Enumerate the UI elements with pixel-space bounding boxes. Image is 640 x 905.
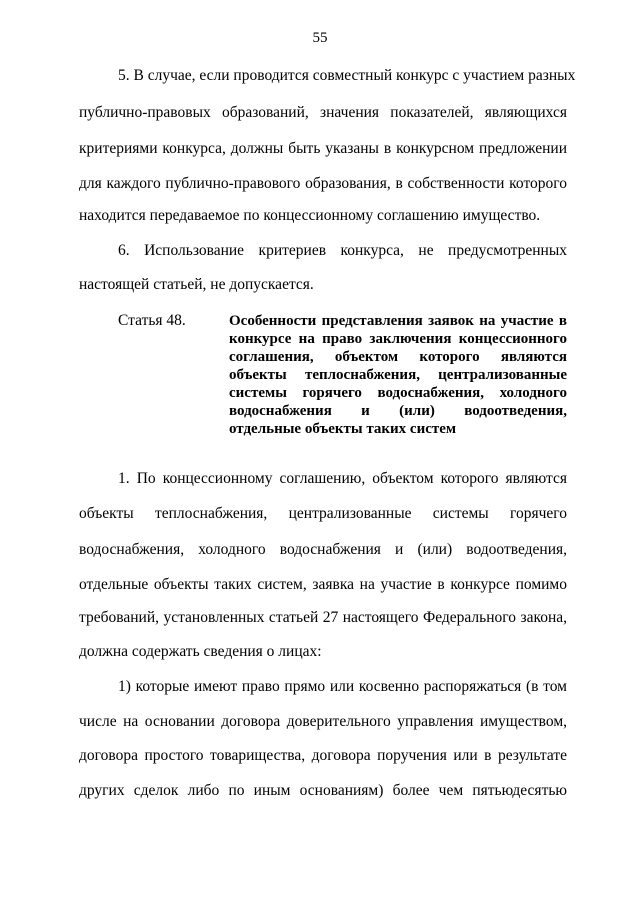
article-heading-line-4: объекты теплоснабжения, централизованные [229, 367, 567, 383]
article-heading-line-5: системы горячего водоснабжения, холодного [229, 385, 567, 401]
item1-line-4: других сделок либо по иным основаниям) более чем пятьюдесятью [79, 782, 567, 799]
article-label: Статья 48. [118, 312, 186, 329]
item1-line-3: договора простого товарищества, договора поручения или в результате [79, 747, 567, 764]
page-number: 55 [312, 30, 328, 46]
para1-line-6: должна содержать сведения о лицах: [79, 643, 322, 660]
article-heading-line-2: конкурсе на право заключения концессионного [229, 331, 567, 347]
item1-line-2: числе на основании договора доверительного управления имуществом, [79, 713, 567, 730]
para6-line-2: настоящей статьей, не допускается. [79, 276, 314, 293]
para5-line-5: находится передаваемое по концессионному соглашению имущество. [79, 207, 541, 224]
article-heading-line-7: отдельные объекты таких систем [229, 421, 457, 437]
para1-line-4: отдельные объекты таких систем, заявка на участие в конкурсе помимо [79, 576, 567, 593]
para1-line-1: 1. По концессионному соглашению, объектом которого являются [118, 470, 567, 487]
article-heading-line-6: водоснабжения и (или) водоотведения, [229, 403, 567, 419]
para6-line-1: 6. Использование критериев конкурса, не предусмотренных [118, 242, 567, 259]
para5-line-3: критериями конкурса, должны быть указаны в конкурсном предложении [79, 140, 567, 157]
article-heading-line-1: Особенности представления заявок на участие в [229, 313, 567, 329]
item1-line-1: 1) которые имеют право прямо или косвенно распоряжаться (в том [118, 678, 567, 695]
para5-line-2: публично-правовых образований, значения показателей, являющихся [79, 104, 567, 121]
article-heading-line-3: соглашения, объектом которого являются [229, 349, 567, 365]
para1-line-5: требований, установленных статьей 27 настоящего Федерального закона, [79, 609, 567, 626]
para1-line-2: объекты теплоснабжения, централизованные системы горячего [79, 505, 567, 522]
para5-line-4: для каждого публично-правового образования, в собственности которого [79, 175, 567, 192]
para1-line-3: водоснабжения, холодного водоснабжения и (или) водоотведения, [79, 541, 567, 558]
para5-line-1: 5. В случае, если проводится совместный конкурс с участием разных [118, 67, 576, 84]
